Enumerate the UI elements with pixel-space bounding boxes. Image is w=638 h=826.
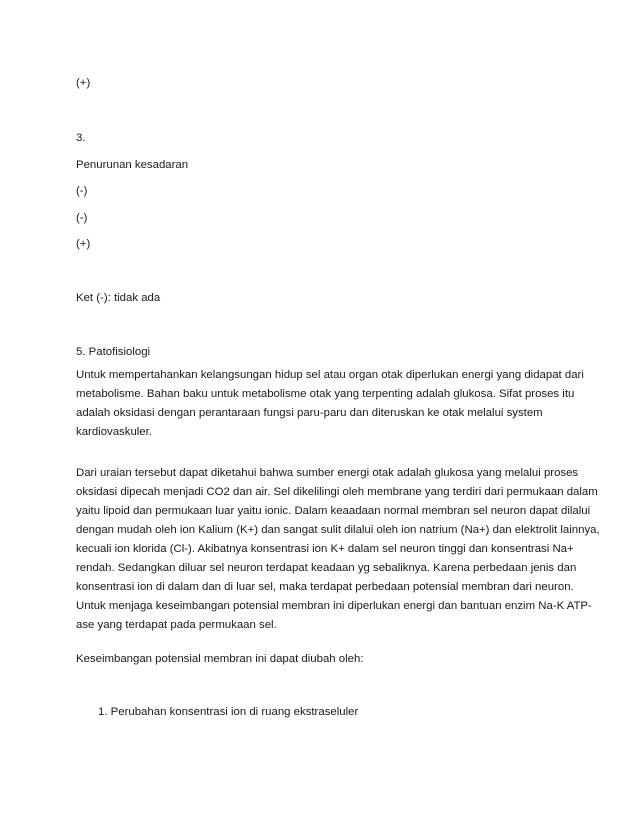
text-line: Penurunan kesadaran (76, 159, 189, 171)
paragraph-line: ase yang terdapat pada permukaan sel. (76, 619, 277, 631)
list-item: 1. Perubahan konsentrasi ion di ruang ekstraseluler (98, 706, 359, 718)
paragraph-line: konsentrasi ion di dalam dan di luar sel, maka terdapat perbedaan potensial membran dari neuron. (76, 581, 574, 593)
paragraph-line: metabolisme. Bahan baku untuk metabolisme otak yang terpenting adalah glukosa. Sifat proses itu (76, 388, 575, 400)
paragraph-line: dengan mudah oleh ion Kalium (K+) dan sangat sulit dilalui oleh ion natrium (Na+) dan elektrolit lainnya, (76, 524, 600, 536)
text-line: (+) (76, 238, 91, 250)
paragraph-line: adalah oksidasi dengan perantaraan fungsi paru-paru dan diteruskan ke otak melalui system (76, 407, 543, 419)
paragraph-2 (76, 464, 600, 635)
paragraph-line: Dari uraian tersebut dapat diketahui bahwa sumber energi otak adalah glukosa yang melalui proses (76, 467, 579, 479)
paragraph-line: oksidasi dipecah menjadi CO2 dan air. Sel dikelilingi oleh membrane yang terdiri dari permukaan dalam (76, 486, 598, 498)
section-heading: 5. Patofisiologi (76, 346, 151, 358)
paragraph-line: Untuk mempertahankan kelangsungan hidup sel atau organ otak diperlukan energi yang didapat dari (76, 369, 584, 381)
paragraph-line: kecuali ion klorida (Cl-). Akibatnya konsentrasi ion K+ dalam sel neuron tinggi dan konsentrasi Na+ (76, 543, 574, 555)
paragraph-1 (76, 366, 584, 442)
paragraph-line: Untuk menjaga keseimbangan potensial membran ini diperlukan energi dan bantuan enzim Na-K ATP- (76, 600, 592, 612)
text-line: (+) (76, 77, 91, 89)
text-line: Keseimbangan potensial membran ini dapat diubah oleh: (76, 653, 364, 665)
paragraph-line: kardiovaskuler. (76, 426, 152, 438)
item-number: 3. (76, 132, 86, 144)
text-line: (-) (76, 185, 88, 197)
text-line: (-) (76, 212, 88, 224)
paragraph-line: rendah. Sedangkan diluar sel neuron terdapat keadaan yg sebaliknya. Karena perbedaan jenis dan (76, 562, 577, 574)
paragraph-line: yaitu lipoid dan permukaan luar yaitu ionic. Dalam keaadaan normal membran sel neuron dapat dilalui (76, 505, 591, 517)
legend-note: Ket (-): tidak ada (76, 292, 161, 304)
